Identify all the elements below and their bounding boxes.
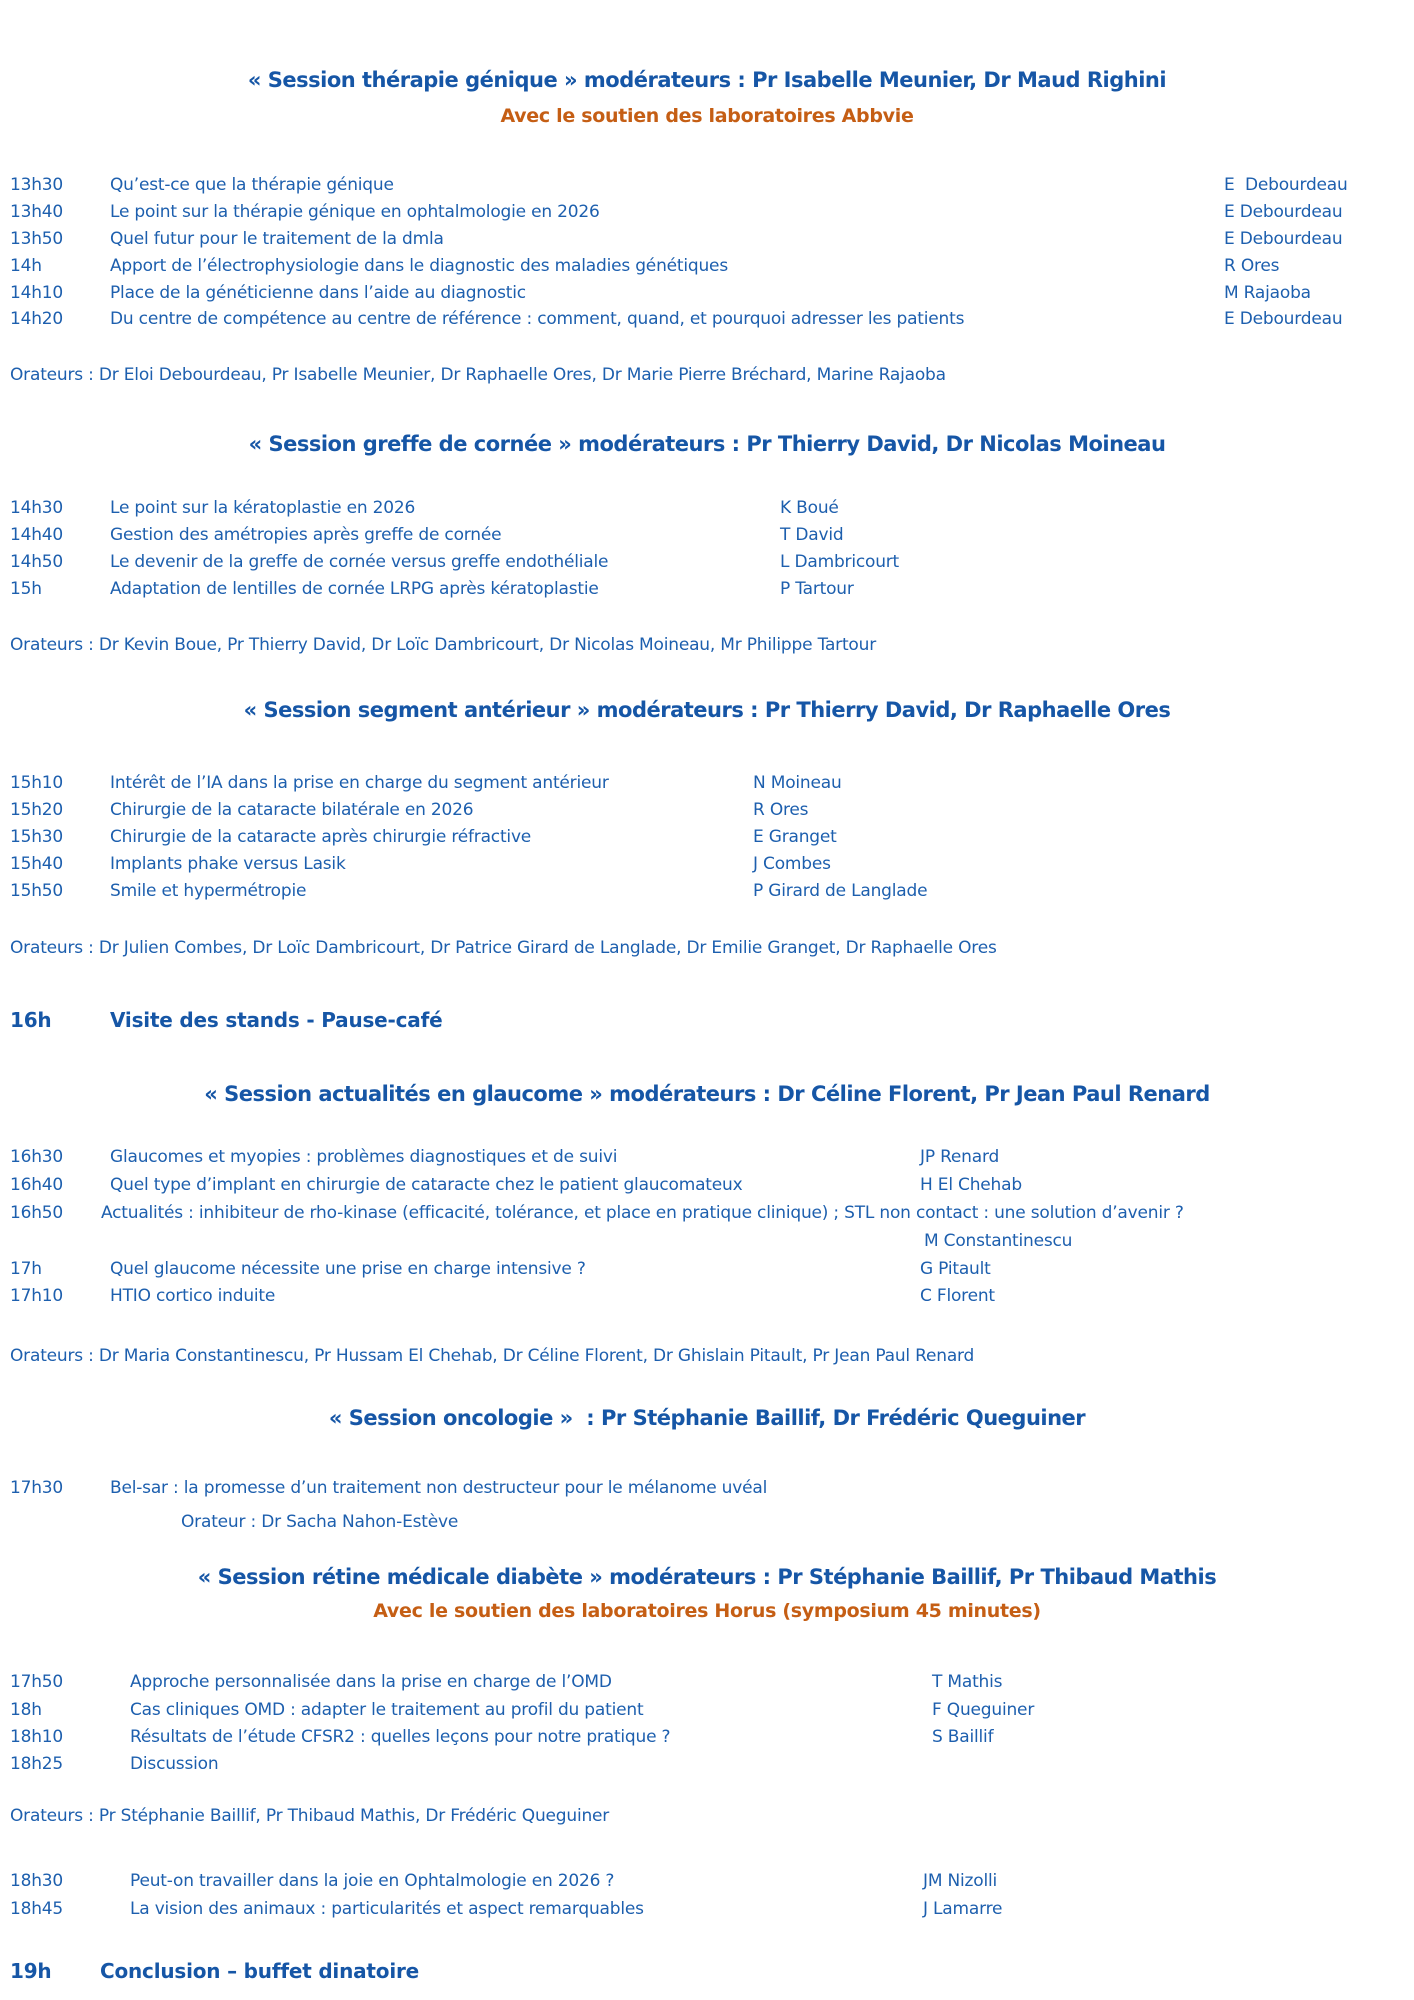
row-time: 18h	[10, 1700, 42, 1720]
row-title: Implants phake versus Lasik	[110, 854, 346, 874]
row-title: Cas cliniques OMD : adapter le traitement au profil du patient	[130, 1700, 644, 1720]
row-speaker: R Ores	[753, 800, 809, 820]
schedule-row	[0, 800, 1414, 824]
row-title: Le devenir de la greffe de cornée versus greffe endothéliale	[110, 552, 609, 572]
row-speaker: E Debourdeau	[1224, 229, 1343, 249]
row-title: HTIO cortico induite	[110, 1286, 276, 1306]
row-time: 18h25	[10, 1754, 64, 1774]
row-title: Quel futur pour le traitement de la dmla	[110, 229, 444, 249]
row-time: 17h30	[10, 1478, 64, 1498]
row-speaker: E Granget	[753, 827, 837, 847]
row-title: Peut-on travailler dans la joie en Ophtalmologie en 2026 ?	[130, 1871, 615, 1891]
row-time: 14h40	[10, 525, 64, 545]
session-support-horus: Avec le soutien des laboratoires Horus (symposium 45 minutes)	[373, 1600, 1041, 1622]
row-speaker: JP Renard	[920, 1147, 1000, 1167]
row-time: 17h50	[10, 1672, 64, 1692]
row-time: 14h50	[10, 552, 64, 572]
row-title: Chirurgie de la cataracte après chirurgie réfractive	[110, 827, 532, 847]
schedule-row	[0, 881, 1414, 905]
row-time: 15h30	[10, 827, 64, 847]
schedule-row	[0, 1203, 1414, 1227]
row-time: 15h40	[10, 854, 64, 874]
row-title: Bel-sar : la promesse d’un traitement non destructeur pour le mélanome uvéal	[110, 1478, 768, 1498]
session-header-greffe-cornee: « Session greffe de cornée » modérateurs : Pr Thierry David, Dr Nicolas Moineau	[248, 432, 1166, 456]
schedule-row	[0, 1478, 1414, 1502]
row-time: 13h50	[10, 229, 64, 249]
row-title: Chirurgie de la cataracte bilatérale en 2026	[110, 800, 474, 820]
session-header-oncologie: « Session oncologie » : Pr Stéphanie Baillif, Dr Frédéric Queguiner	[328, 1406, 1086, 1430]
pause-row	[0, 1008, 1414, 1034]
row-title: Glaucomes et myopies : problèmes diagnostiques et de suivi	[110, 1147, 618, 1167]
row-speaker: E Debourdeau	[1224, 202, 1343, 222]
row-speaker: JM Nizolli	[923, 1871, 998, 1891]
schedule-row	[0, 1286, 1414, 1310]
row-speaker: E Debourdeau	[1224, 175, 1348, 195]
orateurs-line: Orateurs : Dr Kevin Boue, Pr Thierry David, Dr Loïc Dambricourt, Dr Nicolas Moineau, Mr Philippe Tartour	[10, 635, 876, 655]
row-speaker: S Baillif	[932, 1727, 994, 1747]
schedule-row	[0, 827, 1414, 851]
row-title: Gestion des amétropies après greffe de cornée	[110, 525, 502, 545]
row-title: Résultats de l’étude CFSR2 : quelles leçons pour notre pratique ?	[130, 1727, 671, 1747]
row-time: 15h20	[10, 800, 64, 820]
schedule-row	[0, 1700, 1414, 1724]
row-time: 15h10	[10, 773, 64, 793]
row-time: 15h50	[10, 881, 64, 901]
row-time: 14h	[10, 256, 42, 276]
row-time: 16h30	[10, 1147, 64, 1167]
row-speaker: T David	[780, 525, 844, 545]
row-speaker: L Dambricourt	[780, 552, 900, 572]
schedule-row	[0, 854, 1414, 878]
schedule-row	[0, 202, 1414, 226]
row-speaker: K Boué	[780, 498, 839, 518]
schedule-row	[0, 1147, 1414, 1171]
session-header-retine-diabete: « Session rétine médicale diabète » modérateurs : Pr Stéphanie Baillif, Pr Thibaud Mathis	[197, 1565, 1217, 1589]
row-title: La vision des animaux : particularités et aspect remarquables	[130, 1899, 644, 1919]
schedule-row	[0, 773, 1414, 797]
row-speaker: J Lamarre	[923, 1899, 1003, 1919]
row-time: 17h	[10, 1259, 42, 1279]
row-title: Quel type d’implant en chirurgie de cataracte chez le patient glaucomateux	[110, 1175, 743, 1195]
schedule-row	[0, 1727, 1414, 1751]
row-time: 13h40	[10, 202, 64, 222]
row-speaker: T Mathis	[932, 1672, 1003, 1692]
row-time: 17h10	[10, 1286, 64, 1306]
row-title: Apport de l’électrophysiologie dans le diagnostic des maladies génétiques	[110, 256, 728, 276]
row-time: 14h10	[10, 283, 64, 303]
row-title: Le point sur la thérapie génique en ophtalmologie en 2026	[110, 202, 600, 222]
orateurs-line: Orateurs : Pr Stéphanie Baillif, Pr Thibaud Mathis, Dr Frédéric Queguiner	[10, 1806, 610, 1826]
row-speaker: C Florent	[920, 1286, 995, 1306]
conclusion-label: Conclusion – buffet dinatoire	[100, 1959, 420, 1983]
row-title: Quel glaucome nécessite une prise en charge intensive ?	[110, 1259, 586, 1279]
row-time: 13h30	[10, 175, 64, 195]
row-title: Adaptation de lentilles de cornée LRPG après kératoplastie	[110, 579, 599, 599]
schedule-row	[0, 175, 1414, 199]
row-speaker: M Constantinescu	[924, 1231, 1073, 1251]
schedule-row	[0, 1899, 1414, 1923]
row-title: Du centre de compétence au centre de référence : comment, quand, et pourquoi adresser les patients	[110, 309, 965, 329]
schedule-row	[0, 498, 1414, 522]
row-title: Actualités : inhibiteur de rho-kinase (efficacité, tolérance, et place en pratique clinique) ; STL non contact : une solution d’avenir ?	[101, 1203, 1184, 1223]
schedule-row	[0, 309, 1414, 333]
row-speaker: E Debourdeau	[1224, 309, 1343, 329]
pause-time: 16h	[10, 1008, 52, 1032]
session-header-glaucome: « Session actualités en glaucome » modérateurs : Dr Céline Florent, Pr Jean Paul Renard	[204, 1082, 1210, 1106]
schedule-row	[0, 229, 1414, 253]
orateurs-line: Orateurs : Dr Eloi Debourdeau, Pr Isabelle Meunier, Dr Raphaelle Ores, Dr Marie Pierre Bréchard, Marine Rajaoba	[10, 365, 946, 385]
row-title: Approche personnalisée dans la prise en charge de l’OMD	[130, 1672, 612, 1692]
row-speaker: P Tartour	[780, 579, 854, 599]
orateurs-line: Orateurs : Dr Maria Constantinescu, Pr Hussam El Chehab, Dr Céline Florent, Dr Ghislain Pitault, Pr Jean Paul Renard	[10, 1346, 975, 1366]
schedule-row	[0, 579, 1414, 603]
schedule-row	[0, 552, 1414, 576]
row-time: 18h30	[10, 1871, 64, 1891]
row-speaker: R Ores	[1224, 256, 1280, 276]
row-time: 18h10	[10, 1727, 64, 1747]
row-time: 18h45	[10, 1899, 64, 1919]
row-time: 14h20	[10, 309, 64, 329]
row-time: 16h50	[10, 1203, 64, 1223]
row-title: Discussion	[130, 1754, 219, 1774]
row-speaker: F Queguiner	[932, 1700, 1035, 1720]
row-time: 15h	[10, 579, 42, 599]
orateurs-line: Orateurs : Dr Julien Combes, Dr Loïc Dambricourt, Dr Patrice Girard de Langlade, Dr Emilie Granget, Dr Raphaelle Ores	[10, 938, 997, 958]
row-speaker: P Girard de Langlade	[753, 881, 928, 901]
schedule-row	[0, 1754, 1414, 1778]
schedule-row-overflow	[0, 1231, 1414, 1255]
schedule-row	[0, 525, 1414, 549]
conclusion-time: 19h	[10, 1959, 52, 1983]
orateur-line: Orateur : Dr Sacha Nahon-Estève	[181, 1512, 459, 1532]
row-speaker: M Rajaoba	[1224, 283, 1311, 303]
row-time: 14h30	[10, 498, 64, 518]
row-title: Intérêt de l’IA dans la prise en charge du segment antérieur	[110, 773, 609, 793]
row-time: 16h40	[10, 1175, 64, 1195]
row-speaker: H El Chehab	[920, 1175, 1022, 1195]
session-header-segment-anterieur: « Session segment antérieur » modérateurs : Pr Thierry David, Dr Raphaelle Ores	[243, 698, 1171, 722]
pause-label: Visite des stands - Pause-café	[110, 1008, 443, 1032]
schedule-row	[0, 283, 1414, 307]
row-speaker: N Moineau	[753, 773, 842, 793]
row-title: Le point sur la kératoplastie en 2026	[110, 498, 416, 518]
row-title: Smile et hypermétropie	[110, 881, 307, 901]
session-header-therapie-genique: « Session thérapie génique » modérateurs : Pr Isabelle Meunier, Dr Maud Righini	[247, 68, 1167, 92]
row-title: Place de la généticienne dans l’aide au diagnostic	[110, 283, 526, 303]
schedule-row	[0, 1871, 1414, 1895]
row-speaker: G Pitault	[920, 1259, 991, 1279]
row-title: Qu’est-ce que la thérapie génique	[110, 175, 394, 195]
row-speaker: J Combes	[753, 854, 831, 874]
schedule-row	[0, 256, 1414, 280]
schedule-row	[0, 1259, 1414, 1283]
session-support-abbvie: Avec le soutien des laboratoires Abbvie	[500, 105, 914, 127]
conclusion-row	[0, 1959, 1414, 1985]
schedule-row	[0, 1175, 1414, 1199]
schedule-row	[0, 1672, 1414, 1696]
